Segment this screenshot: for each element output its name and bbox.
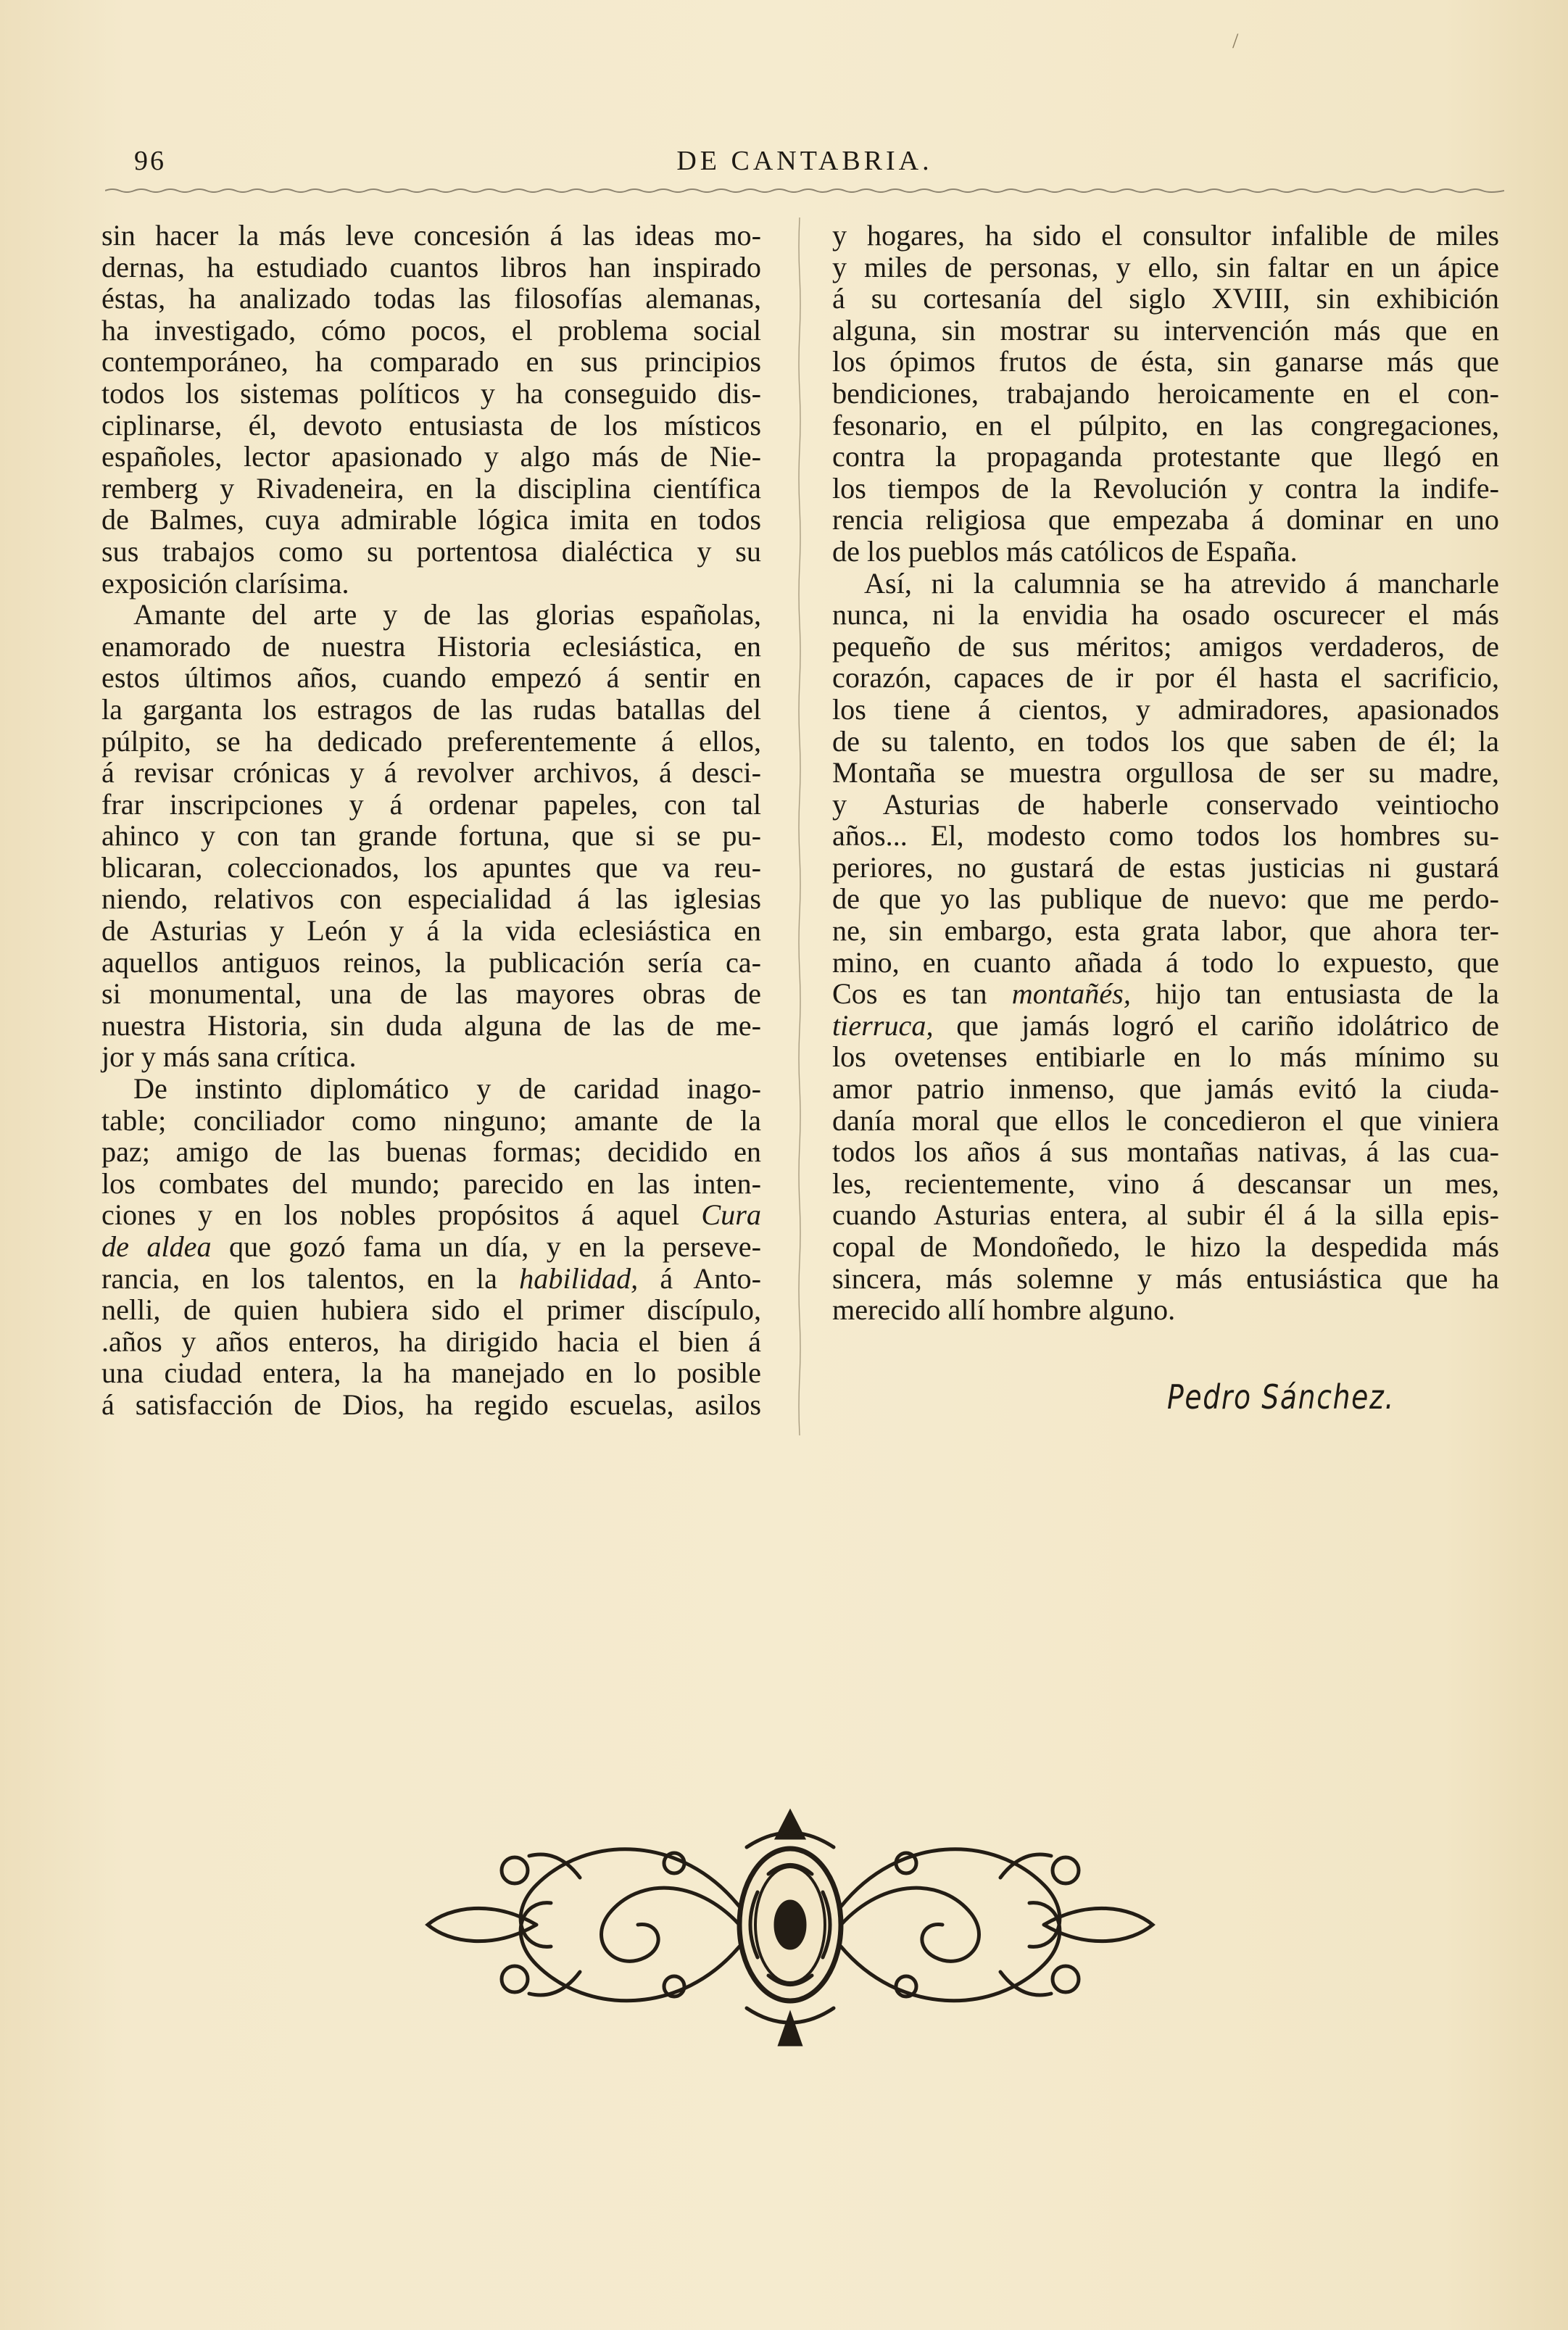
- column-separator: [797, 217, 802, 1435]
- text-span: estos últimos años, cuando empezó á sentir en: [101, 661, 761, 695]
- italic-term: tierruca,: [832, 1008, 934, 1042]
- text-span: Cos es tan: [832, 977, 987, 1011]
- text-span: ne, sin embargo, esta grata labor, que ahora ter-: [832, 914, 1499, 948]
- text-span: les, recientemente, vino á descansar un mes,: [832, 1166, 1499, 1200]
- text-line: [101, 378, 761, 410]
- text-line: [832, 1263, 1499, 1295]
- text-line: [101, 1199, 761, 1231]
- text-line: [101, 915, 761, 947]
- text-line: [101, 789, 761, 821]
- text-span: Amante del arte y de las glorias españolas,: [133, 598, 761, 631]
- text-line: [832, 252, 1499, 283]
- text-line: [101, 441, 761, 473]
- text-span: y miles de personas, y ello, sin faltar en un ápice: [832, 250, 1499, 283]
- text-line: [832, 1136, 1499, 1168]
- text-span: de los pueblos más católicos de España.: [832, 534, 1298, 568]
- text-span: que gozó fama un día, y en la perseve-: [211, 1230, 762, 1263]
- text-line: [832, 473, 1499, 505]
- text-line: [832, 568, 1499, 600]
- text-span: españoles, lector apasionado y algo más de Nie-: [101, 440, 761, 473]
- text-span: de que yo las publique de nuevo: que me perdo-: [832, 882, 1499, 916]
- text-span: copal de Mondoñedo, le hizo la despedida más: [832, 1230, 1499, 1263]
- text-line: [101, 1326, 761, 1358]
- text-line: [832, 915, 1499, 947]
- page-number: 96: [134, 146, 166, 176]
- text-span: los ovetenses entibiarle en lo más mínimo su: [832, 1040, 1499, 1074]
- text-line: [832, 504, 1499, 536]
- text-line: [101, 1263, 761, 1295]
- text-span: remberg y Rivadeneira, en la disciplina científica: [101, 471, 761, 505]
- text-line: [101, 1357, 761, 1389]
- text-span: ahinco y con tan grande fortuna, que si se pu-: [101, 819, 761, 853]
- text-line: [832, 283, 1499, 315]
- text-line: [101, 978, 761, 1010]
- text-span: de su talento, en todos los que saben de él; la: [832, 724, 1499, 758]
- text-span: que jamás logró el cariño idolátrico de: [933, 1008, 1499, 1042]
- text-line: [832, 536, 1499, 568]
- text-line: [832, 852, 1499, 884]
- text-span: sin hacer la más leve concesión á las ideas mo-: [101, 219, 761, 252]
- text-line: [832, 410, 1499, 441]
- left-column: [101, 220, 761, 1421]
- text-span: y hogares, ha sido el consultor infalible de miles: [832, 219, 1499, 252]
- text-span: á satisfacción de Dios, ha regido escuelas, asilos: [101, 1388, 761, 1421]
- text-span: los tiene á cientos, y admiradores, apasionados: [832, 692, 1499, 726]
- text-span: á Anto-: [638, 1261, 761, 1295]
- text-line: [101, 599, 761, 631]
- text-line: [101, 504, 761, 536]
- text-line: [101, 947, 761, 979]
- text-span: enamorado de nuestra Historia eclesiástica, en: [101, 629, 761, 663]
- text-span: de Balmes, cuya admirable lógica imita en todos: [101, 503, 761, 536]
- header-rule: [105, 187, 1504, 194]
- text-line: [101, 1294, 761, 1326]
- italic-term: habilidad,: [519, 1261, 639, 1295]
- text-line: [832, 789, 1499, 821]
- text-span: Así, ni la calumnia se ha atrevido á mancharle: [864, 566, 1499, 600]
- text-line: [832, 378, 1499, 410]
- text-span: todos los sistemas políticos y ha conseguido dis-: [101, 376, 761, 410]
- text-span: Montaña se muestra orgullosa de ser su madre,: [832, 756, 1499, 789]
- text-line: [832, 1041, 1499, 1073]
- text-span: nuestra Historia, sin duda alguna de las de me-: [101, 1008, 761, 1042]
- text-line: [832, 726, 1499, 758]
- text-span: .años y años enteros, ha dirigido hacia el bien á: [101, 1324, 761, 1358]
- text-line: [101, 220, 761, 252]
- text-line: [101, 346, 761, 378]
- text-line: [101, 852, 761, 884]
- text-span: hijo tan entusiasta de la: [1130, 977, 1499, 1011]
- italic-term: montañés,: [1011, 977, 1131, 1011]
- author-signature: Pedro Sánchez.: [1167, 1377, 1395, 1417]
- text-span: sincera, más solemne y más entusiástica que ha: [832, 1261, 1499, 1295]
- text-line: [832, 694, 1499, 726]
- text-span: jor y más sana crítica.: [101, 1040, 357, 1074]
- text-line: [101, 694, 761, 726]
- text-span: dernas, ha estudiado cuantos libros han inspirado: [101, 250, 761, 283]
- text-span: nelli, de quien hubiera sido el primer discípulo,: [101, 1293, 761, 1327]
- text-line: [832, 220, 1499, 252]
- text-span: blicaran, coleccionados, los apuntes que va reu-: [101, 850, 761, 884]
- text-line: [101, 410, 761, 441]
- text-span: ciplinarse, él, devoto entusiasta de los místicos: [101, 408, 761, 441]
- text-span: niendo, relativos con especialidad á las iglesias: [101, 882, 761, 916]
- text-line: [101, 757, 761, 789]
- text-line: [832, 315, 1499, 347]
- text-line: [832, 1294, 1499, 1326]
- text-span: sus trabajos como su portentosa dialéctica y su: [101, 534, 761, 568]
- text-line: [101, 568, 761, 600]
- running-title: DE CANTABRIA.: [676, 146, 933, 176]
- text-span: table; conciliador como ninguno; amante de la: [101, 1103, 761, 1137]
- text-line: [101, 883, 761, 915]
- text-span: ciones y en los nobles propósitos á aquel: [101, 1198, 680, 1232]
- text-line: [832, 820, 1499, 852]
- text-line: [832, 631, 1499, 663]
- text-line: [101, 473, 761, 505]
- text-span: púlpito, se ha dedicado preferentemente á ellos,: [101, 724, 761, 758]
- text-line: [832, 1231, 1499, 1263]
- text-line: [101, 1010, 761, 1042]
- text-line: [832, 757, 1499, 789]
- text-span: á revisar crónicas y á revolver archivos, á desci-: [101, 756, 761, 789]
- text-span: los tiempos de la Revolución y contra la indife-: [832, 471, 1499, 505]
- text-line: [101, 252, 761, 283]
- text-span: los ópimos frutos de ésta, sin ganarse más que: [832, 345, 1499, 378]
- text-line: [101, 1136, 761, 1168]
- text-span: pequeño de sus méritos; amigos verdaderos, de: [832, 629, 1499, 663]
- text-line: [101, 1389, 761, 1421]
- text-span: contra la propaganda protestante que llegó en: [832, 440, 1499, 473]
- text-span: éstas, ha analizado todas las filosofías alemanas,: [101, 282, 761, 315]
- text-span: rancia, en los talentos, en la: [101, 1261, 497, 1295]
- text-span: exposición clarísima.: [101, 566, 349, 600]
- text-line: [832, 441, 1499, 473]
- text-span: De instinto diplomático y de caridad inago-: [133, 1072, 761, 1106]
- text-line: [832, 662, 1499, 694]
- text-line: [832, 1010, 1499, 1042]
- text-span: rencia religiosa que empezaba á dominar en uno: [832, 503, 1499, 536]
- text-span: de Asturias y León y á la vida eclesiástica en: [101, 914, 761, 948]
- page-header: [101, 145, 1508, 188]
- text-span: á su cortesanía del siglo XVIII, sin exhibición: [832, 282, 1499, 315]
- text-line: [101, 726, 761, 758]
- text-span: corazón, capaces de ir por él hasta el sacrificio,: [832, 661, 1499, 695]
- text-span: alguna, sin mostrar su intervención más que en: [832, 313, 1499, 347]
- text-line: [101, 536, 761, 568]
- italic-term: de aldea: [101, 1230, 212, 1263]
- text-span: frar inscripciones y á ordenar papeles, con tal: [101, 787, 761, 821]
- text-line: [832, 947, 1499, 979]
- text-span: si monumental, una de las mayores obras de: [101, 977, 761, 1011]
- text-span: años... El, modesto como todos los hombres su-: [832, 819, 1499, 853]
- text-line: [101, 1168, 761, 1200]
- text-span: paz; amigo de las buenas formas; decidido en: [101, 1135, 761, 1169]
- italic-term: Cura: [701, 1198, 762, 1232]
- text-span: periores, no gustará de estas justicias ni gustará: [832, 850, 1499, 884]
- text-span: fesonario, en el púlpito, en las congregaciones,: [832, 408, 1499, 441]
- text-line: [101, 1231, 761, 1263]
- text-line: [101, 662, 761, 694]
- text-line: [832, 1168, 1499, 1200]
- text-span: bendiciones, trabajando heroicamente en el con-: [832, 376, 1499, 410]
- text-span: y Asturias de haberle conservado veintiocho: [832, 787, 1499, 821]
- text-line: [832, 599, 1499, 631]
- text-span: todos los años á sus montañas nativas, á las cua-: [832, 1135, 1499, 1169]
- text-line: [832, 1073, 1499, 1105]
- text-line: [101, 315, 761, 347]
- text-line: [101, 1105, 761, 1137]
- text-line: [832, 978, 1499, 1010]
- text-span: la garganta los estragos de las rudas batallas del: [101, 692, 761, 726]
- text-line: [832, 1105, 1499, 1137]
- text-line: [101, 283, 761, 315]
- text-span: merecido allí hombre alguno.: [832, 1293, 1176, 1327]
- text-line: [832, 1199, 1499, 1231]
- text-line: [832, 346, 1499, 378]
- floral-ornament-icon: [406, 1791, 1174, 2052]
- text-span: contemporáneo, ha comparado en sus principios: [101, 345, 761, 378]
- text-line: [101, 631, 761, 663]
- text-span: ha investigado, cómo pocos, el problema social: [101, 313, 761, 347]
- text-span: una ciudad entera, la ha manejado en lo posible: [101, 1356, 761, 1390]
- text-span: danía moral que ellos le concedieron el que viniera: [832, 1103, 1499, 1137]
- right-column: [832, 220, 1499, 1326]
- text-line: [101, 1041, 761, 1073]
- text-line: [832, 883, 1499, 915]
- text-line: [101, 1073, 761, 1105]
- text-line: [101, 820, 761, 852]
- text-span: cuando Asturias entera, al subir él á la silla epis-: [832, 1198, 1499, 1232]
- text-span: los combates del mundo; parecido en las inten-: [101, 1166, 761, 1200]
- text-span: amor patrio inmenso, que jamás evitó la ciuda-: [832, 1072, 1499, 1106]
- text-span: nunca, ni la envidia ha osado oscurecer el más: [832, 598, 1499, 631]
- text-span: mino, en cuanto añada á todo lo expuesto, que: [832, 945, 1499, 979]
- text-span: aquellos antiguos reinos, la publicación sería ca-: [101, 945, 761, 979]
- corner-mark: /: [1232, 29, 1239, 53]
